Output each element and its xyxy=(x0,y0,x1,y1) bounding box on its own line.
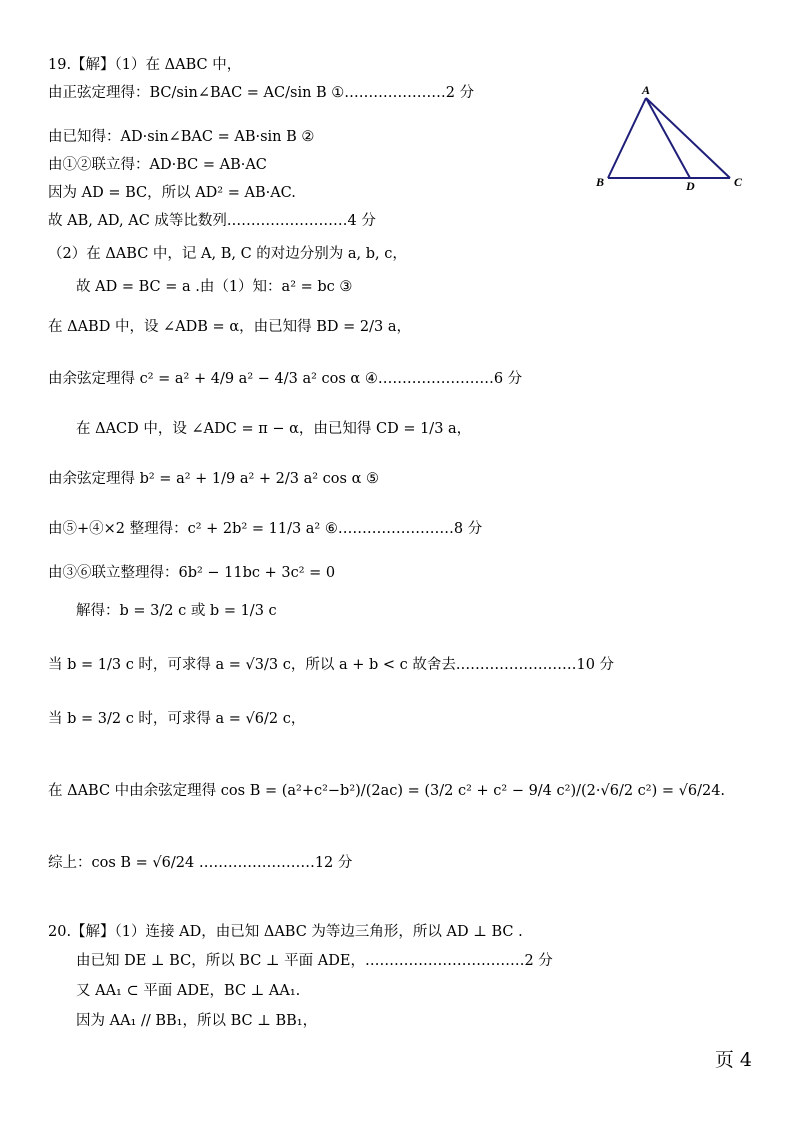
p19-eq36: 由③⑥联立整理得：6b² − 11bc + 3c² = 0 xyxy=(48,565,336,581)
p19-part2-eq3: 故 AD = BC = a .由（1）知：a² = bc ③ xyxy=(76,279,353,295)
p19-cos4: 由余弦定理得 c² = a² + 4/9 a² − 4/3 a² cos α ④……………………6 分 xyxy=(48,371,523,387)
p19-case2: 当 b = 3/2 c 时，可求得 a = √6/2 c， xyxy=(48,711,306,727)
p20-line4: 因为 AA₁ // BB₁，所以 BC ⊥ BB₁， xyxy=(76,1013,318,1029)
p19-acd: 在 ΔACD 中，设 ∠ADC = π − α，由已知得 CD = 1/3 a， xyxy=(76,421,472,437)
page-number: 页 4 xyxy=(714,1049,752,1071)
p19-header: 19.【解】（1）在 ΔABC 中， xyxy=(48,57,242,73)
triangle-diagram xyxy=(590,80,770,195)
p19-law-of-sines: 由正弦定理得：BC/sin∠BAC = AC/sin B ①…………………2 分 xyxy=(48,85,475,101)
p19-because: 因为 AD = BC，所以 AD² = AB·AC. xyxy=(48,185,296,201)
p19-part2-intro: （2）在 ΔABC 中，记 A, B, C 的对边分别为 a, b, c， xyxy=(48,246,407,262)
p20-line2: 由已知 DE ⊥ BC，所以 BC ⊥ 平面 ADE，……………………………2 分 xyxy=(76,953,553,969)
vertex-label-c: C xyxy=(734,175,743,189)
p19-case1: 当 b = 1/3 c 时，可求得 a = √3/3 c，所以 a + b < c 故舍去.……………………10 分 xyxy=(48,657,615,673)
p19-cos5: 由余弦定理得 b² = a² + 1/9 a² + 2/3 a² cos α ⑤ xyxy=(48,471,379,487)
p20-header: 20.【解】（1）连接 AD，由已知 ΔABC 为等边三角形，所以 AD ⊥ BC . xyxy=(48,924,523,940)
p19-solve: 解得：b = 3/2 c 或 b = 1/3 c xyxy=(76,603,277,619)
p19-abd: 在 ΔABD 中，设 ∠ADB = α，由已知得 BD = 2/3 a， xyxy=(48,319,411,335)
vertex-label-a: A xyxy=(642,83,651,97)
p19-eq6: 由⑤+④×2 整理得：c² + 2b² = 11/3 a² ⑥……………………8 分 xyxy=(48,521,483,537)
side-ab xyxy=(608,98,646,178)
p19-conclusion1: 故 AB, AD, AC 成等比数列.……………………4 分 xyxy=(48,213,376,229)
p19-cosB: 在 ΔABC 中由余弦定理得 cos B = (a²+c²−b²)/(2ac) = (3/2 c² + c² − 9/4 c²)/(2·√6/2 c²) = √6/24. xyxy=(48,783,726,799)
p19-summary: 综上：cos B = √6/24 ……………………12 分 xyxy=(48,855,353,871)
p19-known: 由已知得：AD·sin∠BAC = AB·sin B ② xyxy=(48,129,315,145)
side-ac xyxy=(646,98,730,178)
p20-line3: 又 AA₁ ⊂ 平面 ADE，BC ⊥ AA₁. xyxy=(76,983,301,999)
segment-ad xyxy=(646,98,690,178)
p19-combine: 由①②联立得：AD·BC = AB·AC xyxy=(48,157,267,173)
vertex-label-d: D xyxy=(686,179,695,193)
vertex-label-b: B xyxy=(596,175,605,189)
